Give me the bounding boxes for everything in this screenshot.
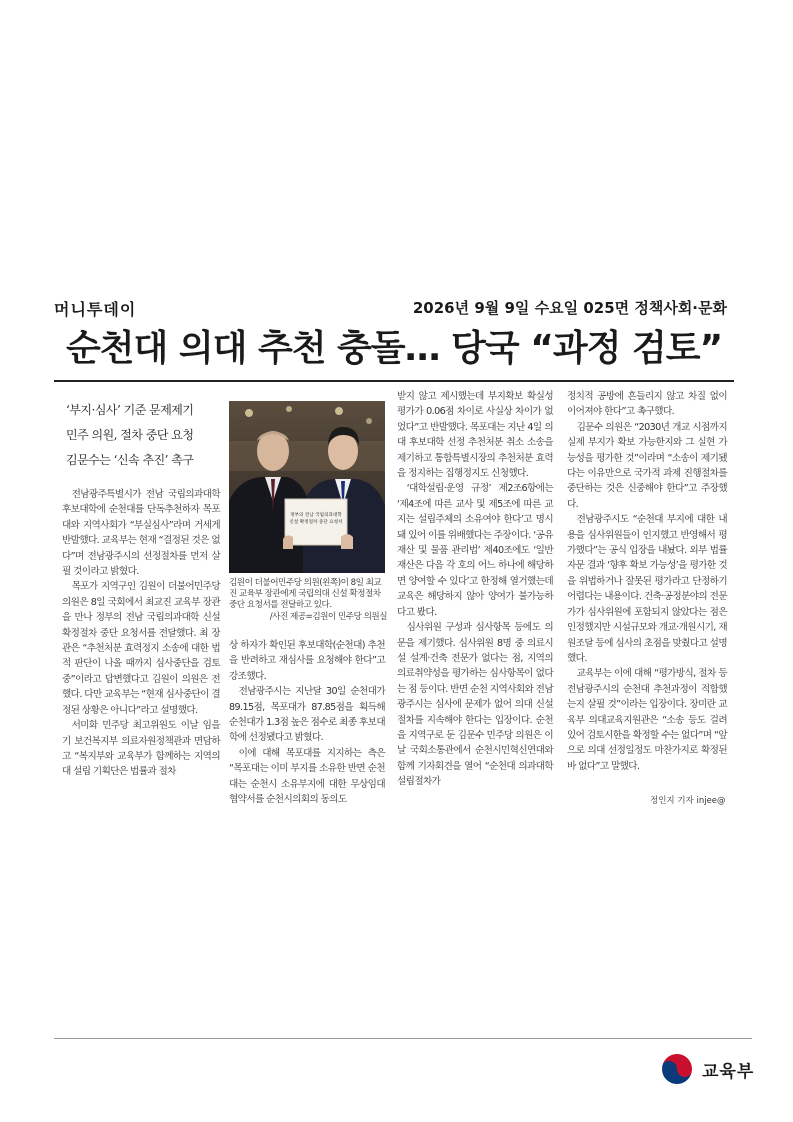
subhead: 민주 의원, 절차 중단 요청 [66, 428, 194, 442]
photo-sign-line: 신설 확정절차 중단 요청서 [289, 520, 343, 525]
subhead: ‘부지·심사’ 기준 문제제기 [66, 403, 194, 417]
paragraph: 김문수 의원은 “2030년 개교 시점까지 실제 부지가 확보 가능한지와 그 실현 가능성을 평가한 것”이라며 “소송이 제기됐다는 이유만으로 국가적 과제 진행절차를 중단하는 것은 신중해야 한다”고 주장했다. [567, 421, 727, 510]
photo-caption [229, 578, 387, 623]
paragraph: 전남광주특별시가 전남 국립의과대학 후보대학에 순천대를 단독추천하자 목포대와 지역사회가 “부실심사”라며 거세게 반발했다. 교육부는 현재 “결정된 것은 없다”며 전남광주시의 선정절차를 먼저 살필 것이라고 밝혔다. [62, 489, 220, 578]
paragraph: 상 하자가 확인된 후보대학(순천대) 추천을 반려하고 재심사를 요청해야 한다”고 강조했다. [229, 640, 385, 682]
news-photo [229, 401, 385, 573]
article-column-2 [229, 638, 385, 807]
article-column-4 [567, 389, 727, 774]
paragraph: 정치적 공방에 흔들리지 않고 차질 없이 이어져야 한다”고 촉구했다. [567, 391, 727, 418]
article-column-1 [62, 487, 220, 780]
byline: 정인지 기자 injee@ [650, 796, 726, 806]
paragraph: 전남광주시는 지난달 30일 순천대가 89.15점, 목포대가 87.85점을 획득해 순천대가 1.3점 높은 점수로 최종 후보대학에 선정됐다고 밝혔다. [229, 686, 385, 744]
caption-text: 김원이 더불어민주당 의원(왼쪽)이 8일 최교진 교육부 장관에게 국립의대 신설 확정절차 중단 요청서를 전달하고 있다. [229, 578, 382, 611]
paragraph: 목포가 지역구인 김원이 더불어민주당 의원은 8일 국회에서 최교진 교육부 장관을 만나 정부의 전남 국립의과대학 신설 확정절차 중단 요청서를 전달했다. 최 장관은 “추천처분 효력정지 소송에 대한 법적 판단이 나올 때까지 심사중단을 검토 중”이라고 답변했다고 김원이 의원은 전했다. 다만 교육부는 “현재 심사중단이 결정된 상황은 아니다”라고 설명했다. [62, 581, 220, 716]
masthead-paper: 머니투데이 [54, 300, 137, 319]
headline-rule [54, 380, 734, 382]
paragraph: ‘대학설립·운영 규정’ 제2조6항에는 ‘제4조에 따른 교사 및 제5조에 따른 교지는 설립주체의 소유여야 한다’고 명시돼 있어 이를 위배했다는 주장이다. ‘공유재산 및 물품 관리법’ 제40조에도 ‘일반재산은 다음 각 호의 어느 하나에 해당하면 양여할 수 있다’고 한정해 열거했는데 교육은 해당하지 않아 양여가 불가능하다고 봤다. [397, 483, 553, 618]
caption-credit: /사진 제공=김원이 민주당 의원실 [269, 611, 387, 622]
subhead: 김문수는 ‘신속 추진’ 촉구 [66, 453, 194, 467]
paragraph: 서미화 민주당 최고위원도 이날 임을기 보건복지부 의료자원정책관과 면담하고 “복지부와 교육부가 함께하는 지역의대 설립 기획단은 법률과 절차 [62, 720, 220, 778]
paragraph: 교육부는 이에 대해 “평가방식, 절차 등 전남광주시의 순천대 추천과정이 적합했는지 살필 것”이라는 입장이다. 장미란 교육부 의대교육지원관은 “소송 등도 걸려 있어 검토시한을 확정할 수는 없다”며 “앞으로 의대 선정일정도 마찬가지로 확정된 바 없다”고 말했다. [567, 668, 727, 772]
paragraph: 받지 않고 제시했는데 부지확보 확실성 평가가 0.06점 차이로 사실상 차이가 없었다”고 반발했다. 목포대는 지난 4일 의대 후보대학 선정 추천처분 취소 소송을 제기하고 통합특별시장의 추천처분 효력을 정지하는 집행정지도 신청했다. [397, 391, 553, 480]
footer-rule [54, 1038, 752, 1039]
ministry-logo [658, 1050, 754, 1088]
taegeuk-emblem-icon [658, 1050, 696, 1088]
paragraph: 심사위원 구성과 심사항목 등에도 의문을 제기했다. 심사위원 8명 중 의료시설 설계·건축 전문가 없다는 점, 지역의 의료취약성을 평가하는 심사항목이 없다는 점 등이다. 반면 순천 지역사회와 전남광주시는 심사에 문제가 없어 의대 신설절차를 지속해야 한다는 입장이다. 순천을 지역구로 둔 김문수 민주당 의원은 이날 국회소통관에서 순천시민혁신연대와 함께 기자회견을 열어 “순천대 의과대학 설립절차가 [397, 622, 553, 788]
masthead-dateline: 2026년 9월 9일 수요일 025면 정책사회·문화 [412, 299, 727, 317]
photo-sign-line: 정부의 전남 국립의과대학 [290, 513, 342, 518]
headline: 순천대 의대 추천 충돌… 당국 “과정 검토” [66, 328, 723, 369]
paragraph: 전남광주시도 “순천대 부지에 대한 내용을 심사위원들이 인지했고 반영해서 평가했다”는 공식 입장을 내놨다. 외부 법률자문 결과 ‘향후 확보 가능성’을 평가한 것을 위법하거나 잘못된 평가라고 단정하기 어렵다는 내용이다. 건축·공정분야의 전문가가 심사위원에 포함되지 않았다는 점은 인정했지만 시설규모와 개교·개원시기, 재원조달 등에 심사의 초점을 맞췄다고 설명했다. [567, 514, 727, 664]
ministry-logo-text: 교육부 [702, 1061, 755, 1082]
photo-illustration [229, 401, 385, 573]
subheads [66, 398, 221, 473]
paragraph: 이에 대해 목포대를 지지하는 측은 “목포대는 이미 부지를 소유한 반면 순천대는 순천시 소유부지에 대한 무상임대 협약서를 순천시의회의 동의도 [229, 747, 385, 806]
article-column-3 [397, 389, 553, 790]
